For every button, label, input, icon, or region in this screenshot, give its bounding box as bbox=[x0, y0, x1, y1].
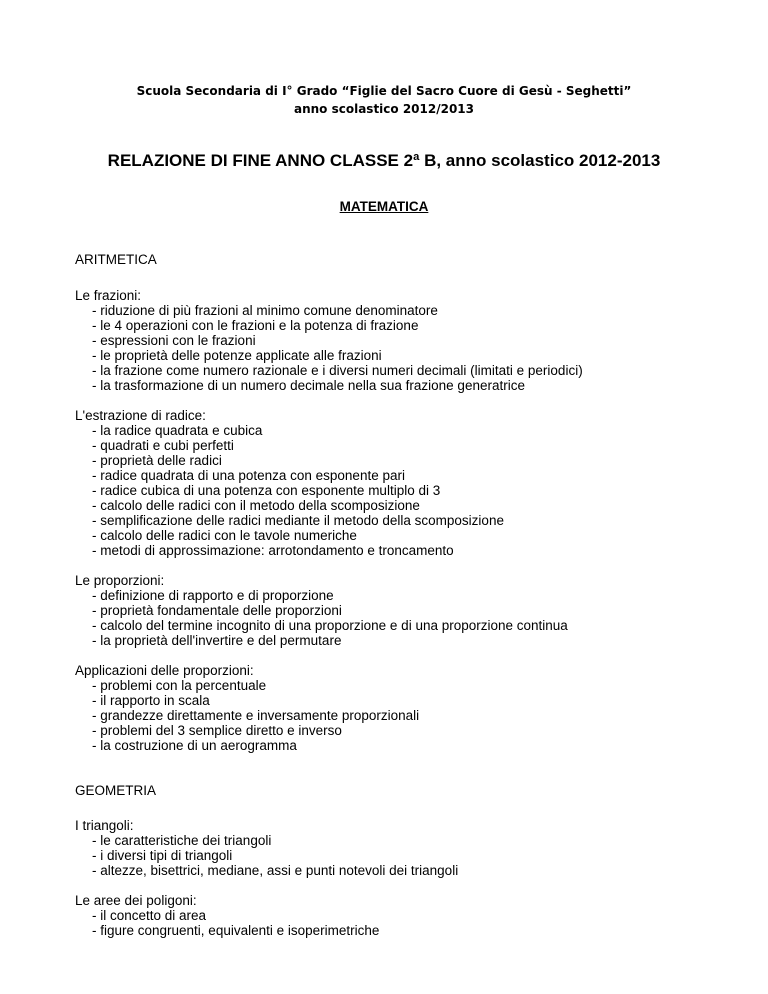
list-item: - la frazione come numero razionale e i diversi numeri decimali (limitati e periodici) bbox=[92, 363, 583, 378]
list-item: - proprietà delle radici bbox=[92, 453, 222, 468]
list-item: - le caratteristiche dei triangoli bbox=[92, 833, 272, 848]
list-item: - problemi del 3 semplice diretto e inverso bbox=[92, 723, 342, 738]
list-item: - altezze, bisettrici, mediane, assi e punti notevoli dei triangoli bbox=[92, 863, 459, 878]
group-title-triangoli: I triangoli: bbox=[75, 818, 134, 833]
list-item: - la trasformazione di un numero decimale nella sua frazione generatrice bbox=[92, 378, 525, 393]
list-item: - grandezze direttamente e inversamente proporzionali bbox=[92, 708, 420, 723]
list-item: - calcolo del termine incognito di una proporzione e di una proporzione continua bbox=[92, 618, 568, 633]
list-item: - i diversi tipi di triangoli bbox=[92, 848, 233, 863]
list-item: - la proprietà dell'invertire e del permutare bbox=[92, 633, 342, 648]
school-year: anno scolastico 2012/2013 bbox=[293, 102, 475, 116]
list-item: - le proprietà delle potenze applicate alle frazioni bbox=[92, 348, 382, 363]
list-item: - la radice quadrata e cubica bbox=[92, 423, 263, 438]
section-heading-aritmetica: ARITMETICA bbox=[75, 252, 157, 267]
list-item: - la costruzione di un aerogramma bbox=[92, 738, 297, 753]
list-item: - le 4 operazioni con le frazioni e la potenza di frazione bbox=[92, 318, 419, 333]
list-item: - il rapporto in scala bbox=[92, 693, 210, 708]
group-title-frazioni: Le frazioni: bbox=[75, 288, 142, 303]
document-title: RELAZIONE DI FINE ANNO CLASSE 2ª B, anno scolastico 2012-2013 bbox=[107, 151, 661, 170]
list-item: - figure congruenti, equivalenti e isoperimetriche bbox=[92, 923, 380, 938]
subject-heading: MATEMATICA bbox=[339, 199, 429, 214]
section-heading-geometria: GEOMETRIA bbox=[75, 783, 157, 798]
list-item: - problemi con la percentuale bbox=[92, 678, 267, 693]
list-item: - riduzione di più frazioni al minimo comune denominatore bbox=[92, 303, 438, 318]
list-item: - il concetto di area bbox=[92, 908, 207, 923]
list-item: - quadrati e cubi perfetti bbox=[92, 438, 234, 453]
list-item: - definizione di rapporto e di proporzione bbox=[92, 588, 334, 603]
list-item: - proprietà fondamentale delle proporzioni bbox=[92, 603, 342, 618]
group-title-radice: L'estrazione di radice: bbox=[75, 408, 206, 423]
list-item: - calcolo delle radici con le tavole numeriche bbox=[92, 528, 357, 543]
school-name: Scuola Secondaria di I° Grado “Figlie del Sacro Cuore di Gesù - Seghetti” bbox=[136, 84, 632, 98]
list-item: - calcolo delle radici con il metodo della scomposizione bbox=[92, 498, 420, 513]
group-title-proporzioni: Le proporzioni: bbox=[75, 573, 165, 588]
list-item: - semplificazione delle radici mediante il metodo della scomposizione bbox=[92, 513, 504, 528]
list-item: - radice quadrata di una potenza con esponente pari bbox=[92, 468, 405, 483]
group-title-applicazioni: Applicazioni delle proporzioni: bbox=[75, 663, 254, 678]
list-item: - radice cubica di una potenza con esponente multiplo di 3 bbox=[92, 483, 441, 498]
group-title-aree: Le aree dei poligoni: bbox=[75, 893, 197, 908]
list-item: - espressioni con le frazioni bbox=[92, 333, 256, 348]
list-item: - metodi di approssimazione: arrotondamento e troncamento bbox=[92, 543, 454, 558]
